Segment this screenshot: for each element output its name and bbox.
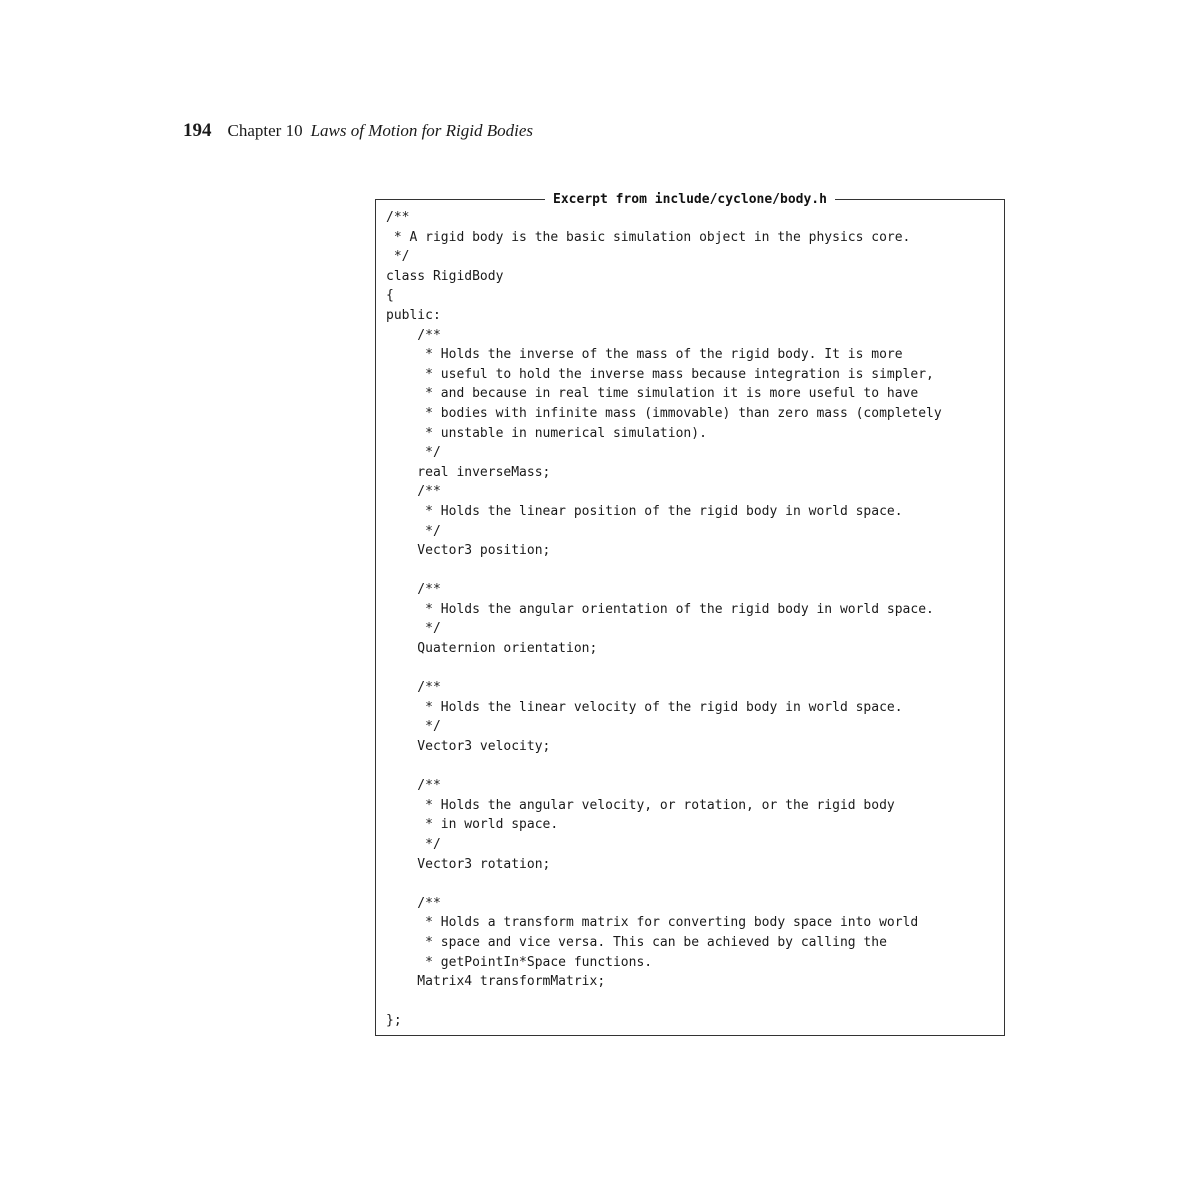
code-line: class RigidBody — [386, 268, 504, 284]
code-line: /** — [386, 327, 441, 343]
code-line: Matrix4 transformMatrix; — [386, 974, 606, 990]
code-line: * Holds the angular velocity, or rotation, or the rigid body — [386, 797, 895, 813]
code-line: Vector3 velocity; — [386, 739, 551, 755]
code-line: * A rigid body is the basic simulation object in the physics core. — [386, 229, 911, 245]
code-line: * useful to hold the inverse mass because integration is simpler, — [386, 366, 934, 382]
code-line: * Holds the linear position of the rigid body in world space. — [386, 503, 903, 519]
page-number: 194 — [183, 120, 212, 141]
code-line: { — [386, 288, 394, 304]
code-line: * Holds the angular orientation of the rigid body in world space. — [386, 601, 934, 617]
running-head — [183, 120, 533, 142]
code-line: */ — [386, 621, 441, 637]
code-line: /** — [386, 582, 441, 598]
code-line: /** — [386, 895, 441, 911]
code-line: Vector3 rotation; — [386, 856, 551, 872]
code-line: * Holds the linear velocity of the rigid body in world space. — [386, 699, 903, 715]
excerpt-caption-wrap — [376, 190, 1004, 209]
code-line: * Holds a transform matrix for converting body space into world — [386, 915, 919, 931]
code-line — [386, 561, 1000, 581]
code-line: * and because in real time simulation it is more useful to have — [386, 386, 919, 402]
code-line: */ — [386, 837, 441, 852]
code-line: public: — [386, 307, 441, 323]
code-line — [386, 992, 1000, 1012]
code-line: /** — [386, 778, 441, 794]
code-line: */ — [386, 523, 441, 539]
code-line: * bodies with infinite mass (immovable) than zero mass (completely — [386, 405, 942, 421]
code-line: /** — [386, 680, 441, 696]
excerpt-caption: Excerpt from include/cyclone/body.h — [545, 192, 835, 207]
code-line: * space and vice versa. This can be achieved by calling the — [386, 934, 887, 950]
chapter-label: Chapter 10 — [227, 121, 303, 140]
code-line — [386, 757, 1000, 777]
code-line: Vector3 position; — [386, 543, 551, 559]
code-listing — [386, 208, 1000, 1031]
code-excerpt-box — [375, 192, 1005, 1036]
code-line — [386, 659, 1000, 679]
code-line: */ — [386, 719, 441, 735]
code-line: */ — [386, 249, 410, 265]
code-line: /** — [386, 210, 410, 225]
code-line: * in world space. — [386, 817, 559, 833]
code-line: * Holds the inverse of the mass of the rigid body. It is more — [386, 347, 903, 363]
code-line: }; — [386, 1013, 402, 1029]
code-line: Quaternion orientation; — [386, 641, 598, 657]
code-line — [386, 874, 1000, 894]
code-line: */ — [386, 445, 441, 461]
chapter-title: Laws of Motion for Rigid Bodies — [310, 121, 534, 140]
code-line: /** — [386, 484, 441, 500]
code-line: real inverseMass; — [386, 464, 551, 480]
code-line: * unstable in numerical simulation). — [386, 425, 707, 441]
code-line: * getPointIn*Space functions. — [386, 954, 653, 970]
